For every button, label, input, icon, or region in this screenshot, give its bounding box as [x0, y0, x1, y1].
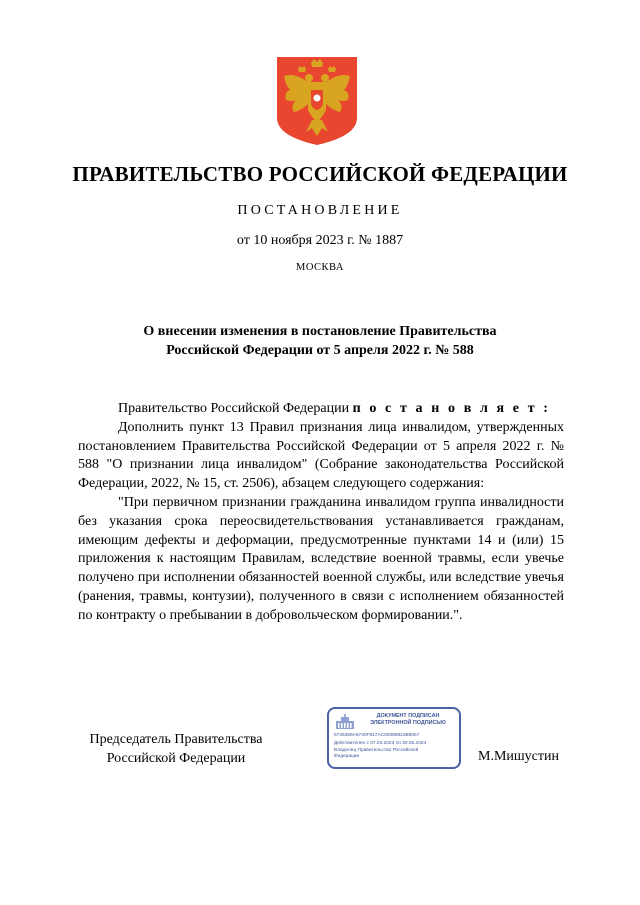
stamp-serial: 5725359A6740F817AC00089823B9057 [334, 733, 420, 738]
document-date-number: от 10 ноября 2023 г. № 1887 [236, 233, 404, 248]
preamble-paragraph [78, 400, 564, 419]
signatory-position-line-2: Российской Федерации [106, 750, 246, 766]
stamp-heading-line-2: ЭЛЕКТРОННОЙ ПОДПИСЬЮ [370, 719, 446, 726]
signatory-name: М.Мишустин [478, 749, 559, 764]
stamp-owner-line-1: Владелец Правительство Российской [334, 748, 419, 753]
decree-word: п о с т а н о в л я е т : [352, 401, 551, 416]
coat-of-arms-icon [276, 56, 358, 146]
organization-name: ПРАВИТЕЛЬСТВО РОССИЙСКОЙ ФЕДЕРАЦИИ [72, 162, 568, 186]
electronic-signature-stamp [327, 707, 461, 769]
stamp-owner-line-2: Федерации [334, 754, 360, 759]
document-body [78, 400, 564, 626]
stamp-heading [359, 713, 457, 727]
document-title [0, 322, 640, 360]
signatory-position-line-1: Председатель Правительства [89, 732, 263, 747]
city-name: МОСКВА [296, 262, 344, 273]
document-type: ПОСТАНОВЛЕНИЕ [237, 203, 403, 218]
stamp-validity: Действителен с 07.03.2023 по 30.05.2024 [334, 741, 427, 746]
preamble-text: Правительство Российской Федерации [118, 401, 350, 416]
title-line-1: О внесении изменения в постановление Правительства [143, 324, 497, 339]
government-building-icon [335, 713, 355, 730]
signatory-position [78, 731, 274, 768]
stamp-heading-line-1: ДОКУМЕНТ ПОДПИСАН [376, 713, 440, 719]
body-paragraph-2: "При первичном признании гражданина инвалидом группа инвалидности без указания срока переосвидетельствования устанавливается гражданам, имеющим дефекты и деформации, предусмотренные пунктами 14 и (или) 15 приложения к настоящим Правилам, вследствие военной травмы, если увечье получено при исполнении обязанностей военной службы, или вследствие увечья (ранения, травмы, контузии), полученного в связи с исполнением обязанностей по контракту о пребывании в добровольческом формировании.". [78, 494, 564, 623]
body-paragraph-1: Дополнить пункт 13 Правил признания лица инвалидом, утвержденных постановлением Правительства Российской Федерации от 5 апреля 2022 г. № 588 "О признании лица инвалидом" (Собрание законодательства Российской Федерации, 2022, № 15, ст. 2506), абзацем следующего содержания: [78, 419, 564, 492]
title-line-2: Российской Федерации от 5 апреля 2022 г. № 588 [166, 343, 474, 358]
